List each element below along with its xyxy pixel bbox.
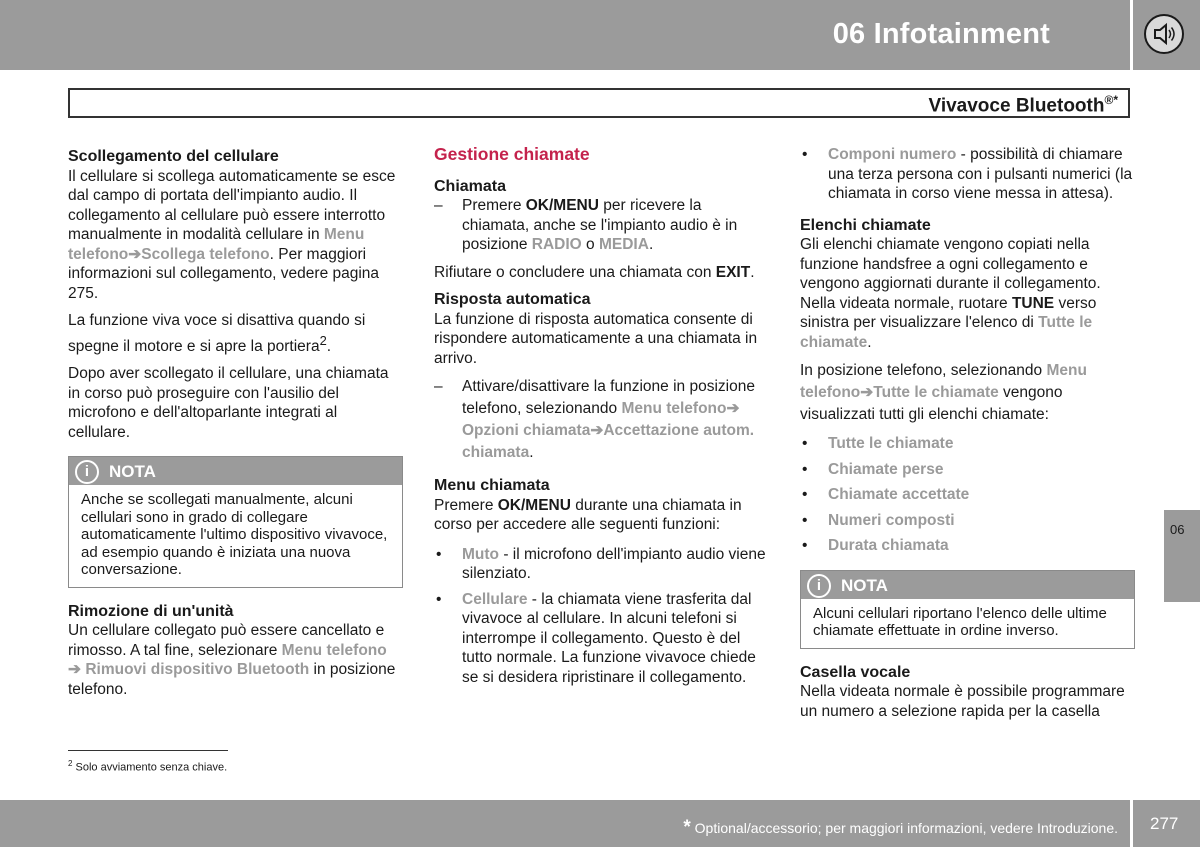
note-box [800, 570, 1135, 649]
registered-mark: ®* [1104, 93, 1118, 107]
bullet-marker: • [802, 460, 808, 478]
note-header [801, 571, 1134, 599]
list-item: • Numeri composti [802, 511, 955, 529]
bullet-marker: • [436, 545, 442, 563]
paragraph-rifiutare: Rifiutare o concludere una chiamata con EXIT. [434, 263, 755, 281]
note-text: Alcuni cellulari riportano l'elenco delle ultime chiamate effettuate in ordine inverso. [813, 604, 1107, 639]
paragraph-rimozione: Un cellulare collegato può essere cancellato e rimosso. A tal fine, selezionare Menu telefono ➔ Rimuovi dispositivo Bluetooth in posizione telefono. [68, 622, 396, 698]
menu-telefono-link: Menu telefono [68, 226, 365, 263]
radio-link: RADIO [531, 236, 582, 253]
footer-bar [0, 800, 1130, 847]
column-right [800, 145, 1135, 729]
paragraph-menu-chiamata: Premere OK/MENU durante una chiamata in corso per accedere alle seguenti funzioni: [434, 496, 742, 533]
note-header [69, 457, 402, 485]
paragraph-elenchi: Gli elenchi chiamate vengono copiati nella funzione handsfree a ogni collegamento e vengono aggiornati durante il collegamento. Nella videata normale, ruotare TUNE verso sinistra per visualizzare l'elenco di Tutte le chiamate. [800, 236, 1101, 351]
menu-telefono-link: Menu telefono [800, 362, 1087, 401]
note-box [68, 456, 403, 588]
footer-note: * Optional/accessorio; per maggiori informazioni, vedere Introduzione. [683, 817, 1118, 838]
paragraph-vivavoce-off: La funzione viva voce si disattiva quando si spegne il motore e si apre la portiera$^2$. [68, 312, 366, 355]
note-text: Anche se scollegati manualmente, alcuni cellulari sono in grado di collegare automaticamente l'ultimo dispositivo vivavoce, ad esempio quando è iniziata una nuova conversazione. [81, 491, 388, 579]
bullet-marker: • [802, 486, 808, 503]
paragraph-posizione-telefono: In posizione telefono, selezionando Menu telefono➔Tutte le chiamate vengono visualizzati tutti gli elenchi chiamate: [800, 362, 1087, 423]
arrow-right-icon: ➔ [590, 422, 604, 439]
list-item: • Componi numero - possibilità di chiamare una terza persona con i pulsanti numerici (la chiamata in corso viene messa in attesa). [802, 146, 1133, 202]
rimuovi-dispositivo-link: Rimuovi dispositivo Bluetooth [85, 661, 310, 679]
heading-risposta-automatica: Risposta automatica [434, 291, 591, 308]
section-title-bar [68, 88, 1130, 118]
header-bar [0, 0, 1130, 70]
column-middle [434, 145, 769, 693]
menu-telefono-link: Menu telefono [621, 400, 727, 417]
paragraph-chiamata-in-corso: Dopo aver scollegato il cellulare, una chiamata in corso può proseguire con l'ausilio del microfono e dell'altoparlante integrati al cellulare. [68, 365, 389, 441]
page-number: 277 [1150, 814, 1179, 833]
arrow-right-icon: ➔ [68, 661, 81, 679]
heading-rimozione: Rimozione di un'unità [68, 602, 234, 620]
cellulare-link: Cellulare [462, 590, 528, 608]
paragraph-scollegamento: Il cellulare si scollega automaticamente se esce dal campo di portata dell'impianto audio. Il collegamento al cellulare può essere interrotto manualmente in modalità cellulare in Menu telefono➔Scollega telefono. Per maggiori informazioni sul collegamento, vedere pagina 275. [68, 167, 396, 302]
note-label: NOTA [841, 575, 888, 595]
column-left [68, 145, 403, 707]
tutte-le-chiamate-link: Tutte le chiamate [873, 384, 999, 401]
arrow-right-icon: ➔ [860, 384, 874, 401]
info-icon: i [75, 460, 99, 484]
list-item: • Muto - il microfono dell'impianto audio viene silenziato. [436, 545, 766, 582]
list-item: • Cellulare - la chiamata viene trasferita dal vivavoce al cellulare. In alcuni telefoni si interrompe il collegamento. Questo è del tutto normale. La funzione vivavoce chiede se si desidera ripristinare il collegamento. [436, 590, 756, 686]
heading-elenchi-chiamate: Elenchi chiamate [800, 216, 931, 234]
list-item: – Premere OK/MENU per ricevere la chiamata, anche se l'impianto audio è in posizione RADIO o MEDIA. [434, 197, 738, 253]
heading-scollegamento: Scollegamento del cellulare [68, 148, 279, 165]
dash-marker: – [434, 378, 443, 395]
list-item: • Tutte le chiamate [802, 435, 954, 452]
paragraph-casella: Nella videata normale è possibile programmare un numero a selezione rapida per la casella [800, 683, 1125, 720]
bullet-marker: • [802, 537, 808, 554]
accettazione-link: Accettazione autom. chiamata [462, 422, 755, 461]
bullet-marker: • [802, 146, 808, 163]
chapter-title: 06 Infotainment [832, 18, 1050, 50]
tutte-le-chiamate-link: Tutte le chiamate [800, 314, 1093, 351]
menu-telefono-link: Menu telefono [281, 641, 387, 659]
list-item: – Attivare/disattivare la funzione in posizione telefono, selezionando Menu telefono➔ Opzioni chiamata➔Accettazione autom. chiamata. [434, 378, 755, 461]
footnote-ref: 2 [319, 332, 327, 348]
list-item: • Chiamate perse [802, 460, 944, 478]
heading-casella-vocale: Casella vocale [800, 663, 911, 681]
list-item: • Chiamate accettate [802, 486, 970, 503]
footnote-divider [68, 750, 228, 751]
heading-chiamata: Chiamata [434, 177, 507, 195]
speaker-icon [1144, 14, 1184, 54]
bullet-marker: • [802, 511, 808, 529]
note-label: NOTA [109, 462, 156, 482]
info-icon: i [807, 574, 831, 598]
componi-numero-link: Componi numero [828, 146, 957, 163]
opzioni-chiamata-link: Opzioni chiamata [462, 422, 591, 439]
bullet-marker: • [436, 590, 442, 608]
footnote: $^2$ Solo avviamento senza chiave. [68, 759, 228, 774]
chapter-side-tab-label: 06 [1170, 522, 1185, 537]
muto-link: Muto [462, 545, 500, 563]
dash-marker: – [434, 197, 443, 214]
paragraph-risposta: La funzione di risposta automatica consente di rispondere automaticamente a una chiamata in arrivo. [434, 310, 758, 367]
arrow-right-icon: ➔ [128, 245, 142, 263]
list-item: • Durata chiamata [802, 537, 949, 554]
heading-gestione-chiamate: Gestione chiamate [434, 144, 590, 164]
bullet-marker: • [802, 435, 808, 452]
section-title: Vivavoce Bluetooth®* [928, 93, 1118, 117]
arrow-right-icon: ➔ [726, 400, 740, 417]
media-link: MEDIA [598, 236, 649, 253]
heading-menu-chiamata: Menu chiamata [434, 477, 550, 494]
scollega-telefono-link: Scollega telefono [141, 245, 270, 263]
